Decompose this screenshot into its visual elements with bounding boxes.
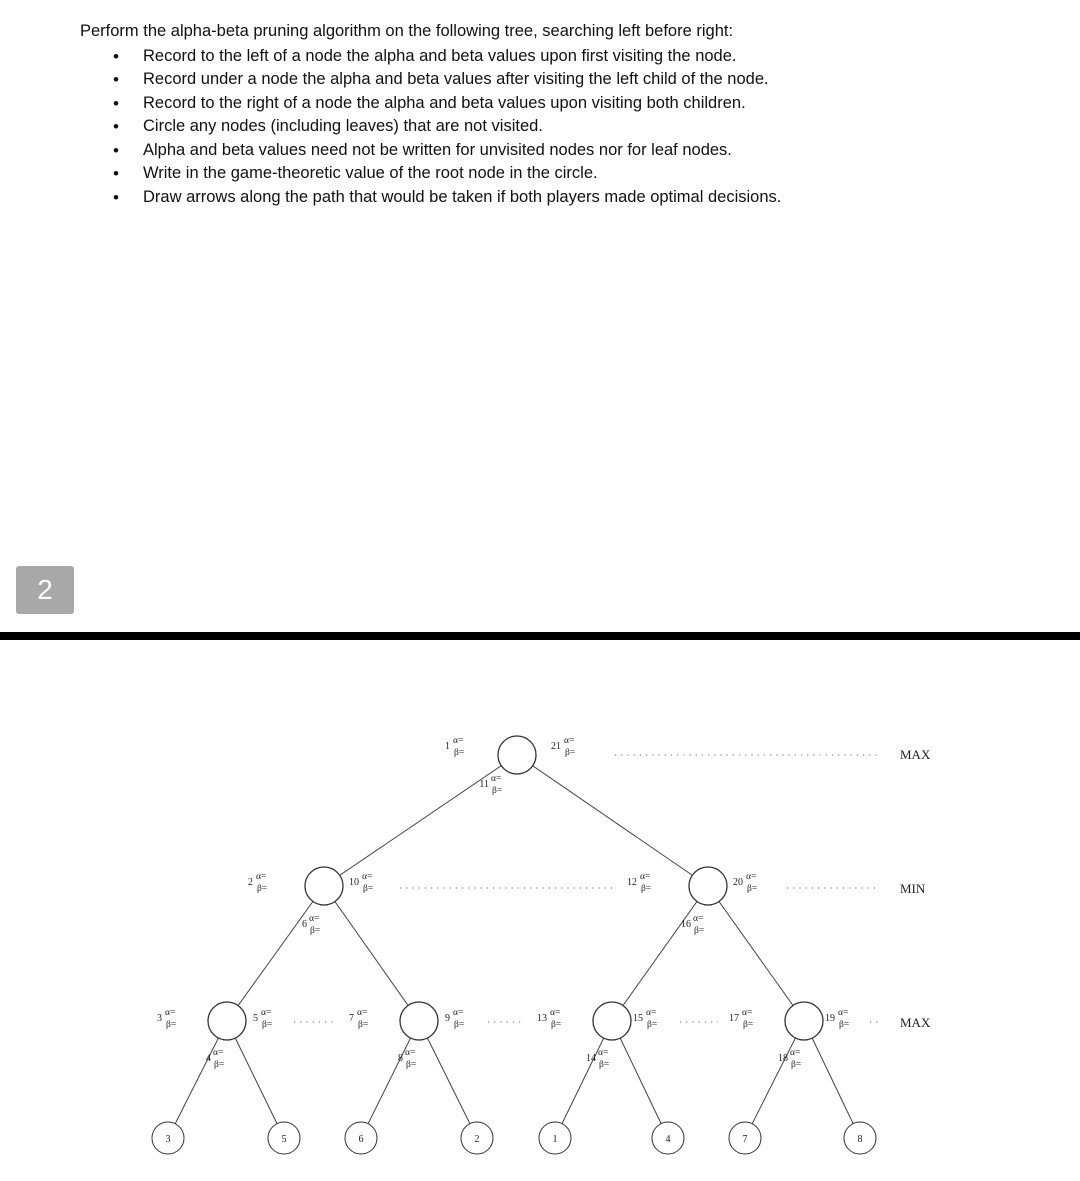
alpha-label: α= (550, 1008, 561, 1018)
leaf-value: 3 (165, 1134, 171, 1145)
level-labels (900, 747, 931, 1030)
bullet-item: • Record under a node the alpha and beta values after visiting the left child of the node. (80, 68, 980, 92)
alpha-label: α= (640, 872, 651, 882)
level-label-min: MIN (900, 881, 926, 896)
internal-nodes (208, 736, 823, 1040)
beta-label: β= (565, 748, 576, 758)
beta-label: β= (214, 1060, 225, 1070)
instructions (80, 20, 980, 209)
alpha-label: α= (491, 774, 502, 784)
beta-label: β= (310, 926, 321, 936)
visit-order-number: 16 (681, 919, 691, 930)
beta-label: β= (791, 1060, 802, 1070)
visit-order-number: 21 (551, 741, 561, 752)
visit-order-number: 3 (157, 1013, 162, 1024)
tree-edge (324, 886, 419, 1021)
tree-edge (324, 755, 517, 886)
visit-order-number: 5 (253, 1013, 258, 1024)
beta-label: β= (641, 884, 652, 894)
beta-label: β= (454, 748, 465, 758)
alpha-label: α= (838, 1008, 849, 1018)
min-node[interactable] (689, 867, 727, 905)
level-label-max: MAX (900, 1015, 931, 1030)
alpha-label: α= (453, 736, 464, 746)
visit-order-number: 17 (729, 1013, 739, 1024)
tree-edges (168, 755, 860, 1138)
alpha-label: α= (693, 914, 704, 924)
root-node-max[interactable] (498, 736, 536, 774)
beta-label: β= (551, 1020, 562, 1030)
level-label-max: MAX (900, 747, 931, 762)
visit-order-number: 14 (586, 1053, 596, 1064)
leaf-nodes (152, 1122, 876, 1154)
visit-order-number: 4 (206, 1053, 211, 1064)
beta-label: β= (743, 1020, 754, 1030)
visit-order-number: 8 (398, 1053, 403, 1064)
alpha-label: α= (746, 872, 757, 882)
tree-edge (745, 1021, 804, 1138)
tree-edge (227, 886, 324, 1021)
leaf-value: 8 (857, 1134, 863, 1145)
instructions-list (80, 45, 980, 210)
visit-order-number: 6 (302, 919, 307, 930)
beta-label: β= (599, 1060, 610, 1070)
visit-order-number: 13 (537, 1013, 547, 1024)
alpha-label: α= (357, 1008, 368, 1018)
max-node[interactable] (593, 1002, 631, 1040)
visit-order-number: 2 (248, 877, 253, 888)
visit-order-number: 19 (825, 1013, 835, 1024)
visit-order-number: 9 (445, 1013, 450, 1024)
max-node[interactable] (208, 1002, 246, 1040)
page-number-badge: 2 (16, 566, 74, 614)
instructions-intro: Perform the alpha-beta pruning algorithm on the following tree, searching left before right: (80, 22, 734, 40)
beta-label: β= (747, 884, 758, 894)
leaf-value: 4 (665, 1134, 671, 1145)
beta-label: β= (839, 1020, 850, 1030)
visit-order-number: 1 (445, 741, 450, 752)
beta-label: β= (694, 926, 705, 936)
alpha-label: α= (405, 1048, 416, 1058)
bullet-item: • Record to the right of a node the alpha and beta values upon visiting both children. (80, 92, 980, 116)
beta-label: β= (358, 1020, 369, 1030)
alpha-label: α= (564, 736, 575, 746)
leaf-value: 6 (358, 1134, 364, 1145)
beta-label: β= (406, 1060, 417, 1070)
alpha-label: α= (362, 872, 373, 882)
tree-edge (612, 886, 708, 1021)
alpha-label: α= (742, 1008, 753, 1018)
alpha-label: α= (790, 1048, 801, 1058)
alpha-label: α= (309, 914, 320, 924)
visit-order-number: 10 (349, 877, 359, 888)
max-node[interactable] (785, 1002, 823, 1040)
beta-label: β= (257, 884, 268, 894)
alpha-label: α= (213, 1048, 224, 1058)
beta-label: β= (363, 884, 374, 894)
alpha-label: α= (261, 1008, 272, 1018)
max-node[interactable] (400, 1002, 438, 1040)
leaf-value: 2 (474, 1134, 480, 1145)
bullet-item: • Circle any nodes (including leaves) that are not visited. (80, 115, 980, 139)
beta-label: β= (166, 1020, 177, 1030)
alpha-label: α= (165, 1008, 176, 1018)
game-tree-diagram (0, 640, 1080, 1181)
tree-edge (517, 755, 708, 886)
page-divider (0, 632, 1080, 640)
alpha-label: α= (256, 872, 267, 882)
beta-label: β= (262, 1020, 273, 1030)
bullet-item: • Record to the left of a node the alpha and beta values upon first visiting the node. (80, 45, 980, 69)
visit-order-number: 15 (633, 1013, 643, 1024)
visit-order-number: 18 (778, 1053, 788, 1064)
leaf-value: 1 (552, 1134, 558, 1145)
alpha-beta-annotations (157, 736, 849, 1070)
visit-order-number: 11 (479, 779, 489, 790)
tree-edge (708, 886, 804, 1021)
level-dotted-lines (294, 755, 880, 1022)
alpha-label: α= (453, 1008, 464, 1018)
alpha-label: α= (598, 1048, 609, 1058)
leaf-value: 5 (281, 1134, 287, 1145)
leaf-value: 7 (742, 1134, 748, 1145)
beta-label: β= (492, 786, 503, 796)
visit-order-number: 7 (349, 1013, 354, 1024)
bullet-item: • Alpha and beta values need not be written for unvisited nodes nor for leaf nodes. (80, 139, 980, 163)
visit-order-number: 12 (627, 877, 637, 888)
tree-edge (168, 1021, 227, 1138)
visit-order-number: 20 (733, 877, 743, 888)
alpha-label: α= (646, 1008, 657, 1018)
beta-label: β= (647, 1020, 658, 1030)
bullet-item: • Write in the game-theoretic value of the root node in the circle. (80, 162, 980, 186)
min-node[interactable] (305, 867, 343, 905)
bullet-item: • Draw arrows along the path that would be taken if both players made optimal decisions. (80, 186, 980, 210)
beta-label: β= (454, 1020, 465, 1030)
